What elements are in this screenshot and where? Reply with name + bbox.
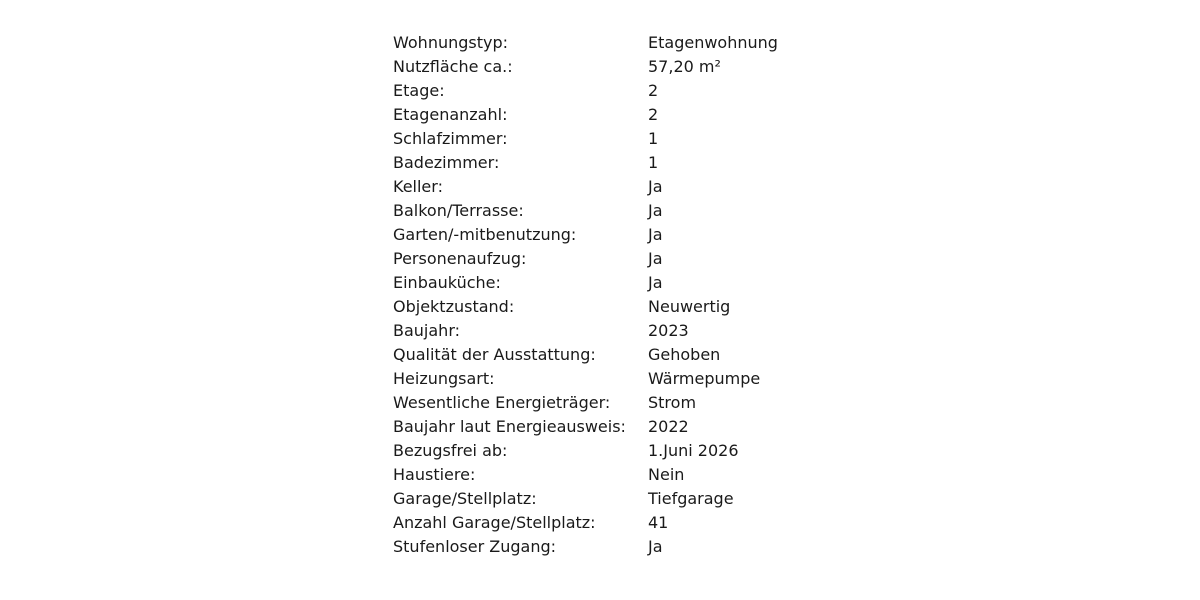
detail-value: Wärmepumpe	[648, 369, 761, 388]
detail-value: 41	[648, 513, 669, 532]
detail-value: Strom	[648, 393, 697, 412]
detail-label: Heizungsart:	[393, 369, 495, 388]
detail-row-anzahl-garage	[393, 511, 813, 535]
detail-row-personenaufzug	[393, 247, 813, 271]
detail-label: Haustiere:	[393, 465, 476, 484]
detail-row-nutzflaeche	[393, 55, 813, 79]
detail-value: Tiefgarage	[648, 489, 734, 508]
detail-row-objektzustand	[393, 295, 813, 319]
detail-value: Neuwertig	[648, 297, 731, 316]
detail-label: Qualität der Ausstattung:	[393, 345, 596, 364]
detail-value: 2023	[648, 321, 689, 340]
detail-row-bezugsfrei	[393, 439, 813, 463]
detail-value: Ja	[648, 249, 663, 268]
property-details-table	[393, 31, 813, 559]
detail-value: Ja	[648, 225, 663, 244]
detail-row-einbaukueche	[393, 271, 813, 295]
detail-row-baujahr	[393, 319, 813, 343]
detail-row-balkon	[393, 199, 813, 223]
detail-row-stufenlos	[393, 535, 813, 559]
detail-label: Personenaufzug:	[393, 249, 527, 268]
detail-value: 1	[648, 153, 659, 172]
detail-label: Garten/-mitbenutzung:	[393, 225, 577, 244]
detail-row-badezimmer	[393, 151, 813, 175]
detail-row-keller	[393, 175, 813, 199]
detail-value: Ja	[648, 177, 663, 196]
detail-value: Etagenwohnung	[648, 33, 778, 52]
detail-value: Ja	[648, 537, 663, 556]
detail-value: 1.Juni 2026	[648, 441, 739, 460]
detail-value: Nein	[648, 465, 685, 484]
detail-label: Balkon/Terrasse:	[393, 201, 524, 220]
detail-label: Stufenloser Zugang:	[393, 537, 557, 556]
detail-label: Wesentliche Energieträger:	[393, 393, 611, 412]
detail-value: 2	[648, 105, 659, 124]
detail-label: Keller:	[393, 177, 443, 196]
detail-value: Ja	[648, 273, 663, 292]
detail-label: Etagenanzahl:	[393, 105, 508, 124]
detail-row-energietraeger	[393, 391, 813, 415]
detail-label: Badezimmer:	[393, 153, 500, 172]
detail-value: 2	[648, 81, 659, 100]
detail-label: Nutzfläche ca.:	[393, 57, 513, 76]
detail-row-etage	[393, 79, 813, 103]
detail-row-wohnungstyp	[393, 31, 813, 55]
detail-row-etagenanzahl	[393, 103, 813, 127]
detail-row-qualitaet	[393, 343, 813, 367]
detail-row-garten	[393, 223, 813, 247]
detail-row-heizungsart	[393, 367, 813, 391]
detail-label: Schlafzimmer:	[393, 129, 508, 148]
detail-value: Ja	[648, 201, 663, 220]
detail-value: Gehoben	[648, 345, 721, 364]
detail-label: Garage/Stellplatz:	[393, 489, 537, 508]
detail-label: Bezugsfrei ab:	[393, 441, 508, 460]
detail-label: Wohnungstyp:	[393, 33, 509, 52]
detail-value: 57,20 m²	[648, 57, 721, 76]
detail-row-haustiere	[393, 463, 813, 487]
detail-label: Einbauküche:	[393, 273, 501, 292]
detail-label: Anzahl Garage/Stellplatz:	[393, 513, 596, 532]
detail-row-schlafzimmer	[393, 127, 813, 151]
detail-label: Etage:	[393, 81, 445, 100]
detail-label: Baujahr:	[393, 321, 460, 340]
detail-row-garage	[393, 487, 813, 511]
detail-label: Baujahr laut Energieausweis:	[393, 417, 626, 436]
detail-value: 1	[648, 129, 659, 148]
detail-value: 2022	[648, 417, 689, 436]
detail-row-baujahr-energieausweis	[393, 415, 813, 439]
detail-label: Objektzustand:	[393, 297, 515, 316]
